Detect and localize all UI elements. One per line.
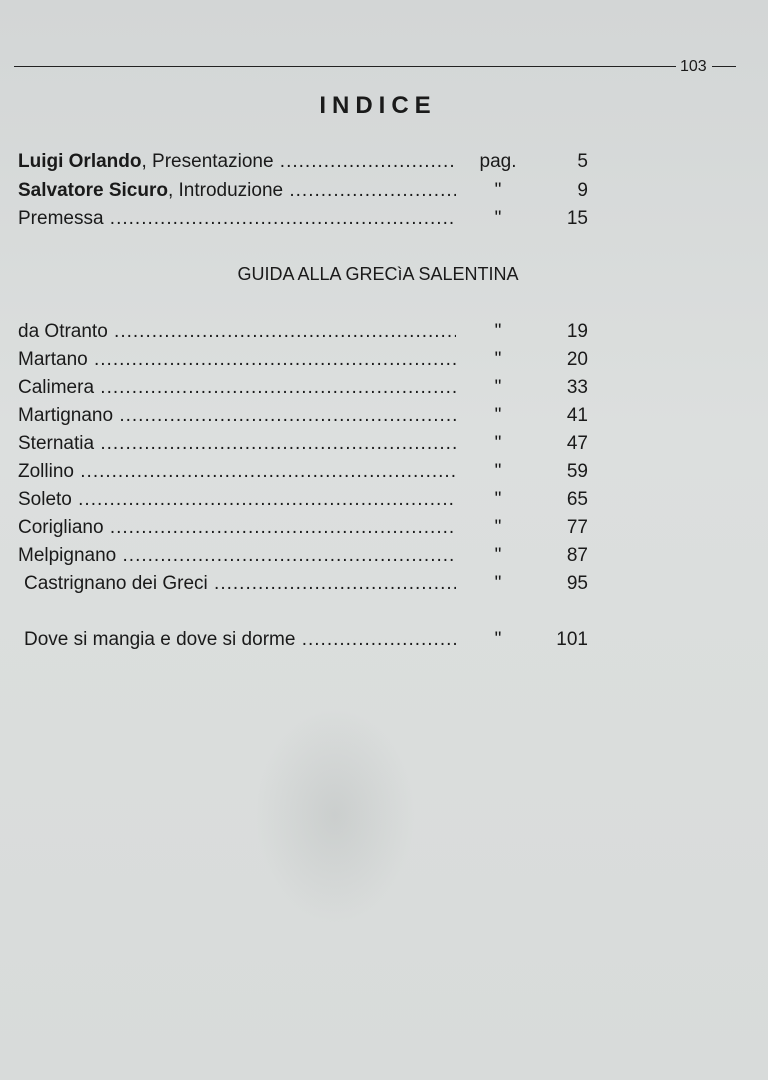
toc-entry-page: 65 [566, 489, 588, 510]
toc-entry-mark: " [494, 377, 502, 398]
toc-entry-label: Soleto ..... [18, 488, 456, 512]
toc-entry-mark: " [494, 180, 502, 201]
toc-entry-mark: " [494, 461, 502, 482]
toc-entry [18, 516, 598, 540]
toc-entry-author: Salvatore Sicuro [18, 180, 168, 201]
toc-entry-label: da Otranto ..... [18, 320, 456, 344]
toc-entry [18, 488, 598, 512]
toc-entry-page: 87 [566, 545, 588, 566]
toc-entry [24, 572, 598, 596]
toc-entry-label: Martignano ..... [18, 404, 456, 428]
header-rule [14, 66, 676, 67]
toc-entry [18, 460, 598, 484]
toc-entry-premessa [18, 207, 598, 231]
toc-entry-page: 59 [566, 461, 588, 482]
toc-entry-mark: " [494, 405, 502, 426]
toc-entry-page: 47 [566, 433, 588, 454]
toc-entry-mark: " [494, 629, 502, 650]
toc-entry-dove-si-mangia [24, 628, 598, 652]
toc-entry-mark: " [494, 349, 502, 370]
index-title: INDICE [319, 92, 437, 119]
toc-entry-mark: " [494, 489, 502, 510]
page-number: 103 [680, 58, 707, 75]
toc-entry-author: Luigi Orlando [18, 151, 142, 172]
toc-entry [18, 320, 598, 344]
toc-entry-label: Premessa [18, 208, 104, 229]
toc-entry-mark: " [494, 517, 502, 538]
toc-entry-page: 19 [566, 321, 588, 342]
toc-entry-mark: " [494, 208, 502, 229]
toc-entry-mark: " [494, 321, 502, 342]
toc-entry-page: 33 [566, 377, 588, 398]
toc-entry-label: Sternatia ..... [18, 432, 456, 456]
toc-entry-label: Martano ..... [18, 348, 456, 372]
toc-entry [18, 348, 598, 372]
toc-entry-presentazione [18, 150, 598, 174]
section-title: GUIDA ALLA GRECìA SALENTINA [237, 264, 519, 284]
toc-entry-label: Corigliano ..... [18, 516, 456, 540]
toc-entry-page: 41 [566, 405, 588, 426]
toc-entry-label: Zollino ..... [18, 460, 456, 484]
toc-entry-page: 101 [556, 629, 588, 650]
toc-entry-label: Dove si mangia e dove si dorme ..... [24, 628, 456, 652]
toc-entry [18, 404, 598, 428]
toc-entry-introduzione [18, 179, 598, 203]
toc-entry-label: Castrignano dei Greci ..... [24, 572, 456, 596]
toc-entry-mark: " [494, 433, 502, 454]
toc-entry [18, 376, 598, 400]
toc-entry-mark: pag. [479, 151, 517, 172]
show-through-illustration [255, 705, 415, 925]
toc-entry-page: 15 [566, 208, 588, 229]
header-rule-tail [712, 66, 736, 67]
toc-entry-mark: " [494, 573, 502, 594]
toc-entry-page: 9 [577, 180, 588, 201]
toc-entry [18, 544, 598, 568]
toc-entry [18, 432, 598, 456]
toc-entry-page: 5 [577, 151, 588, 172]
toc-entry-page: 95 [566, 573, 588, 594]
toc-entry-label: , Presentazione [141, 151, 274, 172]
toc-entry-mark: " [494, 545, 502, 566]
toc-entry-label: , Introduzione [167, 180, 284, 201]
toc-entry-page: 20 [566, 349, 588, 370]
toc-entry-page: 77 [566, 517, 588, 538]
toc-entry-label: Melpignano ..... [18, 544, 456, 568]
toc-entry-label: Calimera ..... [18, 376, 456, 400]
